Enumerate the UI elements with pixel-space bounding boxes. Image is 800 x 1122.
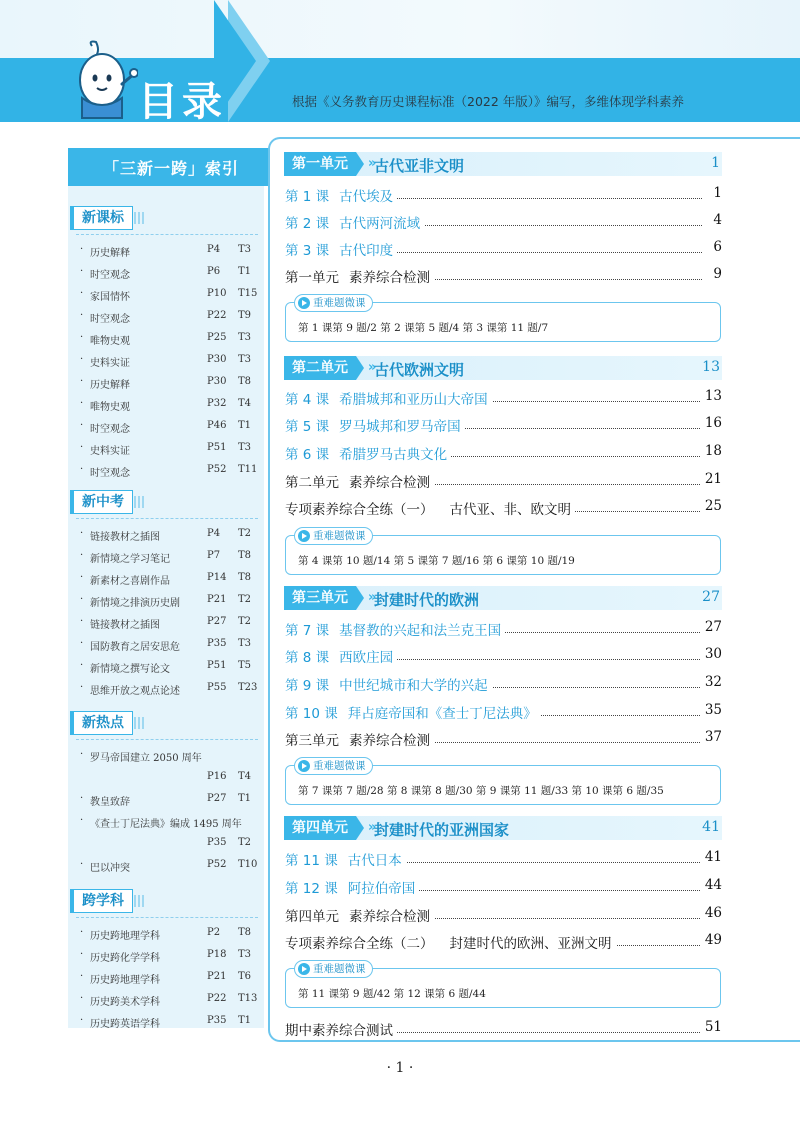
unit-tag: 第二单元 (284, 356, 356, 380)
toc-entry[interactable]: 第 9 课 中世纪城市和大学的兴起 32 (285, 674, 722, 694)
toc-page: 9 (709, 266, 722, 282)
bullet-icon: · (80, 288, 84, 299)
index-item-name: 历史解释 (90, 248, 130, 259)
micro-lesson-tag: 重难题微课 (294, 757, 373, 775)
chevron-right-icon: » (368, 156, 377, 171)
page-header (0, 0, 800, 122)
unit-tag: 第三单元 (284, 586, 356, 610)
toc-entry[interactable]: 第 10 课 拜占庭帝国和《查士丁尼法典》 35 (285, 702, 722, 722)
toc-entry[interactable]: 第一单元 素养综合检测 9 (285, 266, 722, 286)
index-item-question: T8 (238, 550, 252, 561)
toc-page: 30 (701, 646, 722, 662)
index-item-page: P21 (207, 594, 227, 605)
index-item-question: T5 (238, 660, 252, 671)
index-item-name: 唯物史观 (90, 336, 130, 347)
index-item-page: P30 (207, 376, 227, 387)
unit-name: 古代亚非文明 (374, 157, 465, 175)
index-item-page: P46 (207, 420, 227, 431)
toc-entry[interactable]: 第 1 课 古代埃及 1 (285, 185, 722, 205)
micro-lesson-list: 第 1 课第 9 题/2 第 2 课第 5 题/4 第 3 课第 11 题/7 (298, 322, 549, 334)
index-item-name: 思维开放之观点论述 (90, 686, 180, 697)
toc-entry[interactable]: 第 12 课 阿拉伯帝国 44 (285, 877, 722, 897)
index-item-question: T6 (238, 971, 252, 982)
toc-entry[interactable]: 第 6 课 希腊罗马古典文化 18 (285, 443, 722, 463)
toc-page: 21 (701, 471, 722, 487)
toc-page: 46 (701, 905, 722, 921)
index-item-page: P2 (207, 927, 221, 938)
unit-name: 封建时代的欧洲 (374, 591, 480, 609)
bullet-icon: · (80, 442, 84, 453)
bullet-icon: · (80, 594, 84, 605)
index-item-question: T2 (238, 837, 252, 848)
index-item-question: T1 (238, 793, 252, 804)
index-item-name: 《查士丁尼法典》编成 1495 周年 (90, 819, 242, 830)
index-row[interactable] (80, 266, 260, 284)
toc-entry[interactable]: 第四单元 素养综合检测 46 (285, 905, 722, 925)
toc-entry-midterm[interactable]: 期中素养综合测试 51 (285, 1019, 722, 1039)
toc-page: 25 (701, 498, 722, 514)
play-icon (298, 530, 310, 542)
index-panel (68, 148, 264, 1028)
index-item-page: P51 (207, 442, 227, 453)
index-section-xinzhongkao: 新中考 (70, 490, 133, 514)
index-item-name: 历史解释 (90, 380, 130, 391)
index-item-question: T10 (238, 859, 258, 870)
index-item-page: P35 (207, 638, 227, 649)
toc-entry[interactable]: 第 4 课 希腊城邦和亚历山大帝国 13 (285, 388, 722, 408)
index-row[interactable] (80, 971, 260, 989)
unit-tag: 第一单元 (284, 152, 356, 176)
index-item-page: P32 (207, 398, 227, 409)
micro-lesson-list: 第 7 课第 7 题/28 第 8 课第 8 题/30 第 9 课第 11 题/33 第 10 课第 6 题/35 (298, 785, 664, 797)
index-item-question: T1 (238, 1015, 252, 1026)
index-row[interactable] (80, 376, 260, 394)
index-item-question: T2 (238, 594, 252, 605)
section-divider (76, 917, 258, 918)
toc-entry[interactable]: 第 2 课 古代两河流域 4 (285, 212, 722, 232)
page-number: · 1 · (386, 1060, 414, 1076)
index-item-name: 链接教材之插图 (90, 620, 160, 631)
bullet-icon: · (80, 993, 84, 1004)
toc-page: 44 (701, 877, 722, 893)
index-item-page: P35 (207, 837, 227, 848)
index-row[interactable] (80, 464, 260, 482)
index-item-name: 历史跨美术学科 (90, 997, 160, 1008)
index-item-question: T4 (238, 771, 252, 782)
unit-header[interactable] (284, 152, 722, 176)
chevron-right-icon: » (368, 360, 377, 375)
index-item-name: 链接教材之插图 (90, 532, 160, 543)
bullet-icon: · (80, 927, 84, 938)
bullet-icon: · (80, 376, 84, 387)
index-item-question: T23 (238, 682, 258, 693)
index-item-question: T9 (238, 310, 252, 321)
toc-page: 18 (701, 443, 722, 459)
toc-page: 35 (701, 702, 722, 718)
index-item-name: 家国情怀 (90, 292, 130, 303)
index-item-page: P52 (207, 464, 227, 475)
page-title: 目录 (138, 79, 226, 122)
page-subtitle: 根据《义务教育历史课程标准（2022 年版）》编写，多维体现学科素养 (292, 94, 685, 109)
toc-page: 13 (701, 388, 722, 404)
index-row[interactable] (80, 550, 260, 568)
toc-page: 27 (701, 619, 722, 635)
index-row[interactable] (80, 616, 260, 634)
index-row[interactable] (80, 749, 260, 767)
unit-page: 13 (702, 359, 720, 375)
index-item-name: 时空观念 (90, 468, 130, 479)
bullet-icon: · (80, 660, 84, 671)
index-row[interactable] (80, 354, 260, 372)
bullet-icon: · (80, 528, 84, 539)
bullet-icon: · (80, 266, 84, 277)
bullet-icon: · (80, 971, 84, 982)
index-item-question: T3 (238, 332, 252, 343)
bullet-icon: · (80, 572, 84, 583)
bullet-icon: · (80, 638, 84, 649)
bullet-icon: · (80, 1015, 84, 1026)
unit-tag: 第四单元 (284, 816, 356, 840)
toc-entry[interactable]: 专项素养综合全练（二） 封建时代的欧洲、亚洲文明 49 (285, 932, 722, 952)
toc-entry[interactable]: 第三单元 素养综合检测 37 (285, 729, 722, 749)
index-row[interactable] (80, 815, 260, 833)
index-item-name: 新情境之学习笔记 (90, 554, 170, 565)
index-item-question: T8 (238, 927, 252, 938)
index-row[interactable] (80, 682, 260, 700)
index-item-name: 唯物史观 (90, 402, 130, 413)
micro-lesson-tag: 重难题微课 (294, 960, 373, 978)
index-row[interactable] (80, 244, 260, 262)
index-item-name: 史料实证 (90, 358, 130, 369)
index-item-question: T13 (238, 993, 258, 1004)
index-item-question: T3 (238, 638, 252, 649)
toc-page: 41 (701, 849, 722, 865)
index-row[interactable] (80, 310, 260, 328)
index-row[interactable] (80, 660, 260, 678)
index-item-question: T11 (238, 464, 258, 475)
index-item-page: P22 (207, 310, 227, 321)
index-row[interactable] (80, 288, 260, 306)
bullet-icon: · (80, 244, 84, 255)
index-item-name: 新情境之撰写论文 (90, 664, 170, 675)
chevron-right-icon: » (368, 820, 377, 835)
index-row[interactable] (80, 420, 260, 438)
toc-entry[interactable]: 第 11 课 古代日本 41 (285, 849, 722, 869)
mascot-icon (66, 40, 138, 122)
index-item-question: T2 (238, 528, 252, 539)
index-item-page: P16 (207, 771, 227, 782)
unit-header[interactable] (284, 816, 722, 840)
index-item-page: P6 (207, 266, 221, 277)
index-item-page: P35 (207, 1015, 227, 1026)
index-row[interactable] (80, 837, 260, 855)
toc-entry[interactable]: 第二单元 素养综合检测 21 (285, 471, 722, 491)
toc-page: 16 (701, 415, 722, 431)
index-row[interactable] (80, 398, 260, 416)
index-row[interactable] (80, 771, 260, 789)
micro-lesson-box[interactable] (285, 963, 721, 1008)
toc-page: 32 (701, 674, 722, 690)
index-item-question: T8 (238, 376, 252, 387)
index-row[interactable] (80, 949, 260, 967)
micro-lesson-list: 第 11 课第 9 题/42 第 12 课第 6 题/44 (298, 988, 486, 1000)
bullet-icon: · (80, 793, 84, 804)
index-row[interactable] (80, 993, 260, 1011)
section-divider (76, 518, 258, 519)
play-icon (298, 760, 310, 772)
unit-page: 1 (711, 155, 720, 171)
toc-page: 51 (701, 1019, 722, 1035)
index-row[interactable] (80, 332, 260, 350)
bullet-icon: · (80, 550, 84, 561)
micro-lesson-list: 第 4 课第 10 题/14 第 5 课第 7 题/16 第 6 课第 10 题/19 (298, 555, 575, 567)
unit-header[interactable] (284, 586, 722, 610)
bullet-icon: · (80, 682, 84, 693)
micro-lesson-box[interactable] (285, 530, 721, 575)
index-item-page: P18 (207, 949, 227, 960)
index-row[interactable] (80, 528, 260, 546)
index-item-name: 国防教育之居安思危 (90, 642, 180, 653)
index-section-kuaxueke: 跨学科 (70, 889, 133, 913)
micro-lesson-tag: 重难题微课 (294, 527, 373, 545)
toc-page: 6 (709, 239, 722, 255)
chevron-right-icon: » (368, 590, 377, 605)
index-item-page: P25 (207, 332, 227, 343)
toc-page: 1 (709, 185, 722, 201)
toc-entry[interactable]: 第 7 课 基督教的兴起和法兰克王国 27 (285, 619, 722, 639)
index-section-xinredian: 新热点 (70, 711, 133, 735)
index-item-page: P55 (207, 682, 227, 693)
bullet-icon: · (80, 420, 84, 431)
index-row[interactable] (80, 927, 260, 945)
index-item-page: P4 (207, 528, 221, 539)
index-row[interactable] (80, 442, 260, 460)
play-icon (298, 297, 310, 309)
bullet-icon: · (80, 949, 84, 960)
index-item-name: 史料实证 (90, 446, 130, 457)
bullet-icon: · (80, 310, 84, 321)
index-item-name: 历史跨化学学科 (90, 953, 160, 964)
index-item-page: P14 (207, 572, 227, 583)
bullet-icon: · (80, 616, 84, 627)
index-item-name: 罗马帝国建立 2050 周年 (90, 753, 202, 764)
micro-lesson-box[interactable] (285, 297, 721, 342)
bullet-icon: · (80, 398, 84, 409)
index-item-page: P7 (207, 550, 221, 561)
index-row[interactable] (80, 572, 260, 590)
index-item-name: 历史跨地理学科 (90, 975, 160, 986)
index-item-question: T15 (238, 288, 258, 299)
index-item-name: 时空观念 (90, 424, 130, 435)
section-divider (76, 739, 258, 740)
toc-page: 4 (709, 212, 722, 228)
index-row[interactable] (80, 594, 260, 612)
bullet-icon: · (80, 464, 84, 475)
toc-entry[interactable]: 第 5 课 罗马城邦和罗马帝国 16 (285, 415, 722, 435)
index-item-question: T8 (238, 572, 252, 583)
index-item-question: T4 (238, 398, 252, 409)
index-item-page: P27 (207, 616, 227, 627)
index-item-page: P51 (207, 660, 227, 671)
unit-header[interactable] (284, 356, 722, 380)
index-row[interactable] (80, 1015, 260, 1033)
index-item-question: T1 (238, 266, 252, 277)
index-item-name: 历史跨地理学科 (90, 931, 160, 942)
unit-page: 27 (702, 589, 720, 605)
unit-name: 古代欧洲文明 (374, 361, 465, 379)
index-item-page: P21 (207, 971, 227, 982)
bullet-icon: · (80, 859, 84, 870)
unit-name: 封建时代的亚洲国家 (374, 821, 510, 839)
index-item-name: 时空观念 (90, 314, 130, 325)
index-item-question: T3 (238, 244, 252, 255)
toc-page: 37 (701, 729, 722, 745)
index-item-name: 巴以冲突 (90, 863, 130, 874)
index-item-question: T1 (238, 420, 252, 431)
index-item-name: 新情境之排演历史剧 (90, 598, 180, 609)
index-item-name: 时空观念 (90, 270, 130, 281)
section-divider (76, 234, 258, 235)
index-item-page: P27 (207, 793, 227, 804)
bullet-icon: · (80, 749, 84, 760)
bullet-icon: · (80, 332, 84, 343)
index-section-xinkebiao: 新课标 (70, 206, 133, 230)
unit-page: 41 (702, 819, 720, 835)
micro-lesson-box[interactable] (285, 760, 721, 805)
bullet-icon: · (80, 815, 84, 826)
index-item-page: P22 (207, 993, 227, 1004)
index-row[interactable] (80, 638, 260, 656)
toc-page: 49 (701, 932, 722, 948)
index-item-page: P4 (207, 244, 221, 255)
micro-lesson-tag: 重难题微课 (294, 294, 373, 312)
index-item-name: 新素材之喜剧作品 (90, 576, 170, 587)
index-row[interactable] (80, 793, 260, 811)
index-item-page: P52 (207, 859, 227, 870)
play-icon (298, 963, 310, 975)
index-row[interactable] (80, 859, 260, 877)
toc-entry[interactable]: 第 8 课 西欧庄园 30 (285, 646, 722, 666)
index-header (68, 148, 274, 186)
toc-entry[interactable]: 第 3 课 古代印度 6 (285, 239, 722, 259)
index-item-name: 历史跨英语学科 (90, 1019, 160, 1030)
index-item-page: P30 (207, 354, 227, 365)
index-title: 「三新一跨」索引 (102, 159, 239, 178)
index-item-question: T3 (238, 354, 252, 365)
index-item-question: T3 (238, 442, 252, 453)
index-item-question: T2 (238, 616, 252, 627)
toc-entry[interactable]: 专项素养综合全练（一） 古代亚、非、欧文明 25 (285, 498, 722, 518)
index-item-name: 教皇致辞 (90, 797, 130, 808)
index-item-page: P10 (207, 288, 227, 299)
index-item-question: T3 (238, 949, 252, 960)
bullet-icon: · (80, 354, 84, 365)
